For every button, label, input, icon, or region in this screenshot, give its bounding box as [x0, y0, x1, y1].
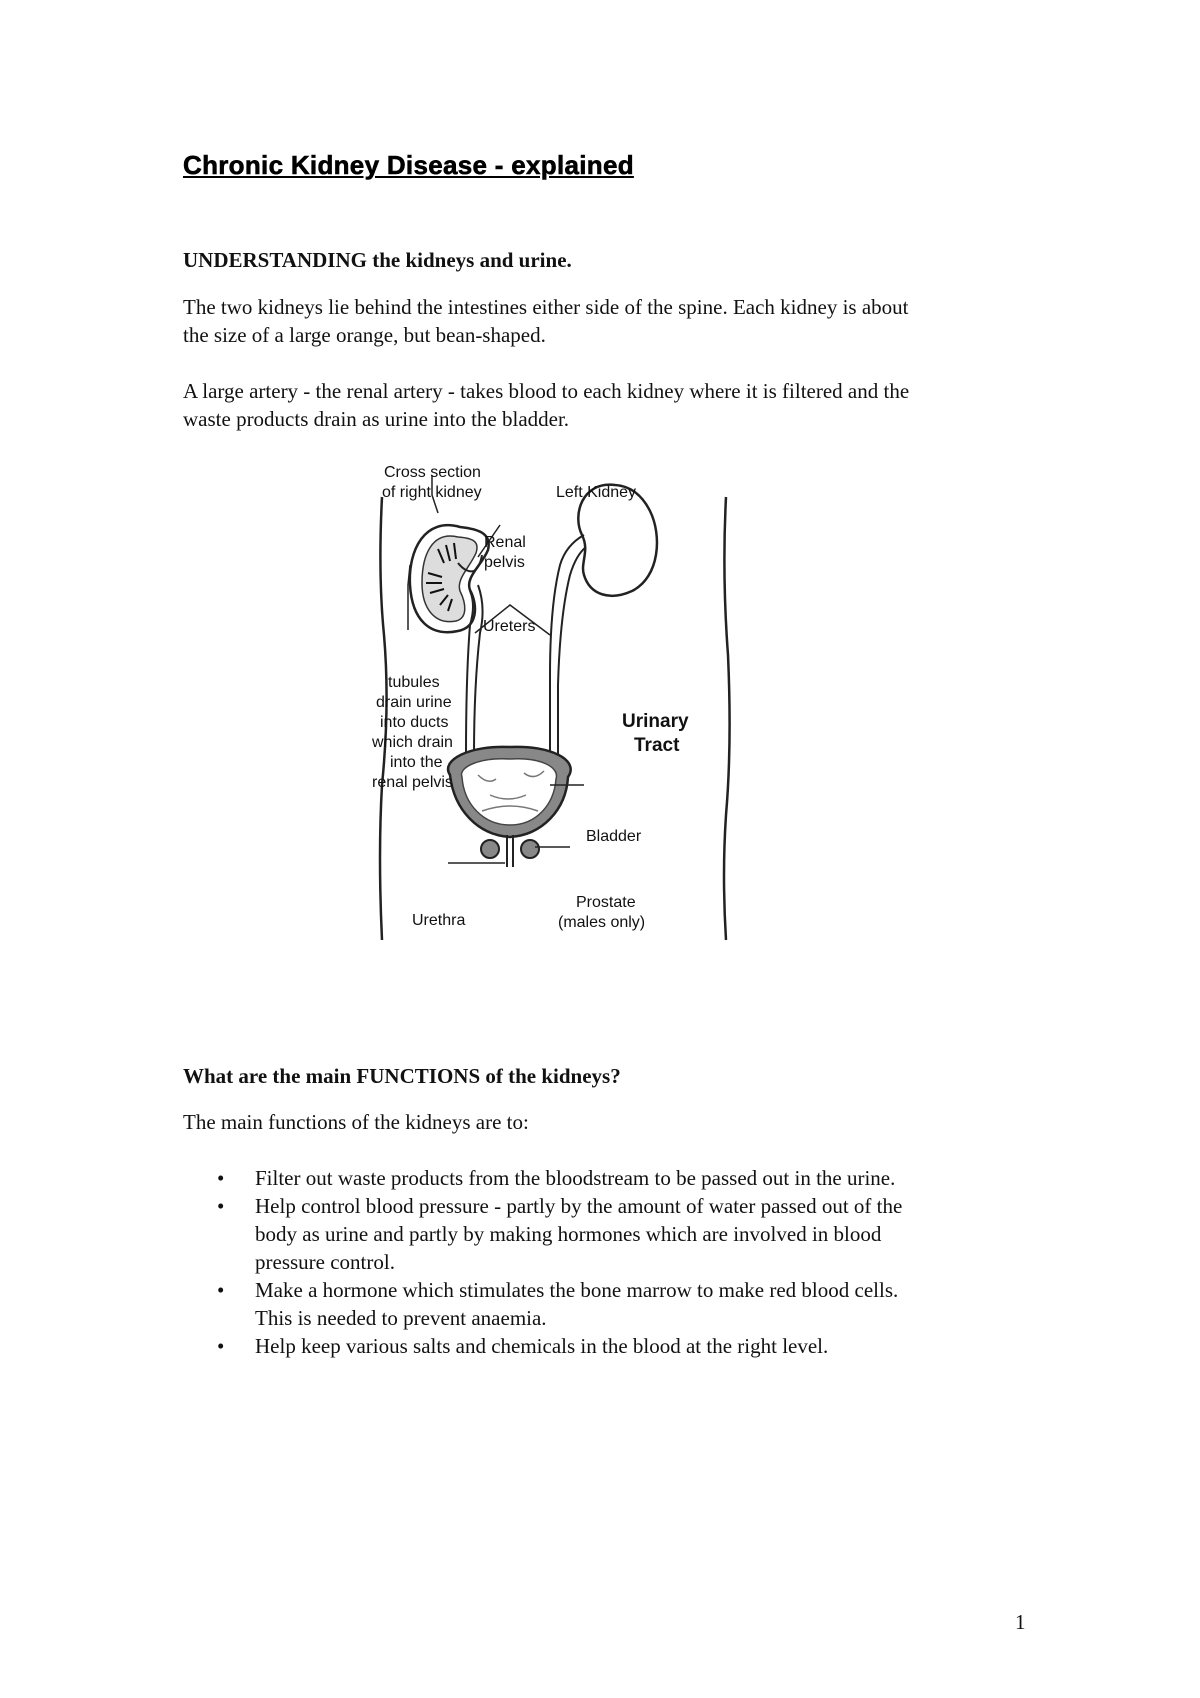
bullet: • [217, 1194, 225, 1218]
label-ureters: Ureters [483, 618, 536, 635]
label-tubules-5: into the [390, 754, 443, 771]
list-item-line: body as urine and partly by making hormones which are involved in blood [255, 1222, 882, 1246]
left-kidney-shape [578, 485, 657, 596]
label-urethra: Urethra [412, 912, 466, 929]
label-left-kidney: Left Kidney [556, 484, 637, 501]
paragraph-renal-artery [183, 377, 1043, 433]
paragraph-line: waste products drain as urine into the bladder. [183, 407, 570, 431]
label-tubules-3: into ducts [380, 714, 449, 731]
left-ureter-inner [558, 547, 586, 763]
functions-list [183, 1164, 1055, 1360]
label-tubules-2: drain urine [376, 694, 452, 711]
section-heading-functions: What are the main FUNCTIONS of the kidneys? [183, 1064, 621, 1088]
label-tubules-1: tubules [388, 674, 440, 691]
label-urinary: Urinary [622, 711, 689, 732]
section-heading-understanding: UNDERSTANDING the kidneys and urine. [183, 248, 572, 272]
body-outline-right [724, 497, 730, 940]
bladder-shape [448, 747, 571, 867]
label-tubules-4: which drain [372, 734, 453, 751]
urinary-tract-diagram [370, 455, 740, 945]
label-renal-2: pelvis [484, 554, 525, 571]
label-renal-1: Renal [484, 534, 526, 551]
label-prostate-2: (males only) [558, 914, 646, 931]
bullet: • [217, 1334, 225, 1358]
label-tubules-6: renal pelvis [372, 774, 453, 791]
list-item-line: Help keep various salts and chemicals in the blood at the right level. [255, 1334, 829, 1358]
label-bladder: Bladder [586, 828, 642, 845]
list-item [217, 1332, 1055, 1360]
paragraph-functions-intro: The main functions of the kidneys are to: [183, 1110, 529, 1134]
list-item [217, 1276, 1055, 1332]
label-cross-section-2: of right kidney [382, 484, 482, 501]
paragraph-line: the size of a large orange, but bean-shaped. [183, 323, 546, 347]
page-number: 1 [1015, 1610, 1026, 1634]
paragraph-line: The two kidneys lie behind the intestines either side of the spine. Each kidney is about [183, 295, 909, 319]
list-item [217, 1164, 1055, 1192]
paragraph-kidney-location [183, 293, 1043, 349]
right-kidney-cross-section [410, 525, 489, 632]
left-ureter [550, 535, 584, 763]
label-cross-section-1: Cross section [384, 464, 481, 481]
list-item [217, 1192, 1055, 1276]
list-item-line: pressure control. [255, 1250, 395, 1274]
document-title: Chronic Kidney Disease - explained [183, 150, 634, 180]
bullet: • [217, 1166, 225, 1190]
list-item-line: This is needed to prevent anaemia. [255, 1306, 547, 1330]
list-item-line: Make a hormone which stimulates the bone marrow to make red blood cells. [255, 1278, 899, 1302]
label-tract: Tract [634, 735, 680, 756]
paragraph-line: A large artery - the renal artery - takes blood to each kidney where it is filtered and the [183, 379, 910, 403]
list-item-line: Help control blood pressure - partly by the amount of water passed out of the [255, 1194, 903, 1218]
label-prostate-1: Prostate [576, 894, 636, 911]
bullet: • [217, 1278, 225, 1302]
list-item-line: Filter out waste products from the bloodstream to be passed out in the urine. [255, 1166, 896, 1190]
